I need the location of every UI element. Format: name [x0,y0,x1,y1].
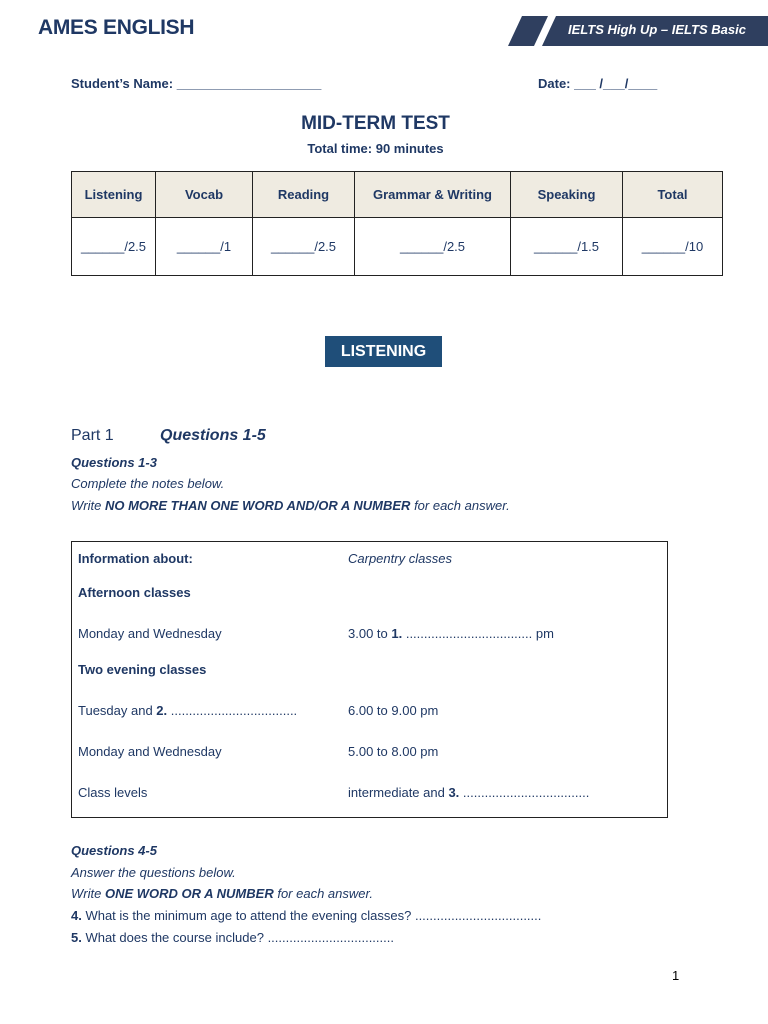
score-header-speaking: Speaking [511,172,623,218]
questions-1-3-instruction: Complete the notes below. [71,476,225,491]
notes-row3-left: Monday and Wednesday [78,744,222,759]
row2-pre: Tuesday and [78,703,157,718]
score-grammar-writing[interactable]: ______/2.5 [355,218,511,276]
notes-row4-right[interactable] [348,785,589,800]
score-total[interactable]: ______/10 [623,218,723,276]
notes-afternoon-heading: Afternoon classes [78,585,191,600]
score-header-listening: Listening [72,172,156,218]
answer-2-blank[interactable]: ................................... [167,703,298,718]
answer-1-blank[interactable]: ................................... pm [402,626,554,641]
part-questions-label: Questions 1-5 [160,427,266,444]
question-4[interactable] [71,908,541,923]
notes-row1-left: Monday and Wednesday [78,626,222,641]
question-4-number: 4. [71,908,82,923]
question-3-number: 3. [448,785,460,800]
brand-logo-text: AMES ENGLISH [38,16,195,39]
notes-row2-right: 6.00 to 9.00 pm [348,703,439,718]
score-header-row [72,172,723,218]
instr-suffix: for each answer. [273,886,373,901]
question-2-number: 2. [156,703,168,718]
score-listening[interactable]: ______/2.5 [72,218,156,276]
score-header-total: Total [623,172,723,218]
question-5-number: 5. [71,930,82,945]
notes-box [71,541,668,818]
instr-suffix: for each answer. [410,498,510,513]
score-header-vocab: Vocab [156,172,253,218]
course-tag [508,16,768,46]
notes-evening-heading: Two evening classes [78,662,207,677]
part-heading [71,427,114,445]
section-listening-heading: LISTENING [325,336,442,367]
notes-info-label: Information about: [78,551,193,566]
notes-row1-right[interactable] [348,626,554,641]
question-5[interactable] [71,930,394,945]
score-vocab[interactable]: ______/1 [156,218,253,276]
score-speaking[interactable]: ______/1.5 [511,218,623,276]
score-value-row [72,218,723,276]
date-field[interactable]: Date: ___ /___/____ [538,76,658,91]
question-1-number: 1. [391,626,403,641]
question-5-text[interactable]: What does the course include? ................................... [81,930,394,945]
score-table [71,171,723,276]
page-title: MID-TERM TEST [301,113,450,134]
questions-1-3-heading: Questions 1-3 [71,455,157,470]
instr-limit: ONE WORD OR A NUMBER [104,886,274,901]
part-label: Part 1 [71,427,114,444]
notes-info-value: Carpentry classes [348,551,453,566]
course-tag-label: IELTS High Up – IELTS Basic [568,22,746,37]
instr-limit: NO MORE THAN ONE WORD AND/OR A NUMBER [104,498,411,513]
notes-row4-left: Class levels [78,785,148,800]
question-4-text[interactable]: What is the minimum age to attend the evening classes? ................................... [81,908,542,923]
score-header-grammar-writing: Grammar & Writing [355,172,511,218]
questions-1-3-word-limit [71,498,510,513]
instr-prefix: Write [71,498,105,513]
answer-3-blank[interactable]: ................................... [459,785,590,800]
page-number: 1 [672,968,680,983]
notes-row2-left[interactable] [78,703,297,718]
questions-4-5-heading: Questions 4-5 [71,843,157,858]
score-header-reading: Reading [253,172,355,218]
student-name-field[interactable]: Student’s Name: ____________________ [71,76,322,91]
questions-4-5-word-limit [71,886,373,901]
instr-prefix: Write [71,886,105,901]
row1-pre: 3.00 to [348,626,392,641]
notes-row3-right: 5.00 to 8.00 pm [348,744,439,759]
score-reading[interactable]: ______/2.5 [253,218,355,276]
row4-pre: intermediate and [348,785,449,800]
part-questions-heading [160,427,266,445]
total-time: Total time: 90 minutes [307,141,444,156]
questions-4-5-instruction: Answer the questions below. [71,865,236,880]
